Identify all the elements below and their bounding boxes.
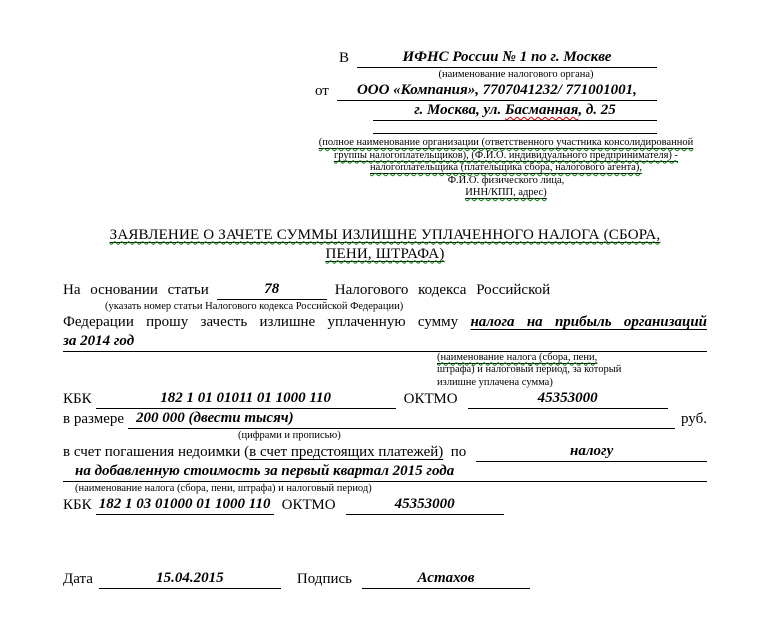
address-spellcheck-word: Басманная	[504, 102, 579, 118]
address-post: , д. 25	[578, 102, 616, 118]
signature-row	[63, 569, 707, 589]
signature-field[interactable]	[362, 569, 530, 589]
amount-label: в размере	[63, 411, 125, 427]
org-caption-line: (полное наименование организации (ответственного участника консолидированной	[318, 137, 694, 148]
offset-tax-line2-value[interactable]: на добавленную стоимость за первый квартал 2015 года	[75, 463, 455, 479]
offset-caption: (наименование налога (сбора, пени, штрафа) и налоговый период)	[75, 483, 372, 494]
kbk1-field[interactable]	[96, 389, 396, 409]
offset-text-pre: в счет погашения недоимки (	[63, 444, 250, 460]
kbk1-row	[63, 389, 707, 409]
tax-caption-block	[437, 352, 673, 390]
kbk2-label: КБК	[63, 497, 92, 513]
tax-caption-line: (наименование налога (сбора, пени,	[437, 351, 598, 363]
from-label: от	[315, 83, 329, 99]
kbk2-field[interactable]	[96, 495, 274, 515]
date-field[interactable]	[99, 569, 281, 589]
article-text-pre: На основании статьи	[63, 281, 209, 298]
applicant-address-value[interactable]	[414, 102, 616, 118]
org-caption-line: ИНН/КПП, адрес)	[465, 187, 547, 198]
form-header	[315, 48, 657, 134]
amount-field[interactable]	[128, 409, 675, 429]
document-title	[63, 226, 707, 264]
offset-connector: по	[443, 444, 467, 460]
article-text-post: Налогового кодекса Российской	[334, 281, 551, 298]
kbk2-row	[63, 495, 707, 515]
article-row	[63, 280, 707, 300]
org-caption-line: налогоплательщика (плательщика сбора, налогового агента),	[370, 162, 642, 173]
oktmo1-field[interactable]	[468, 389, 668, 409]
tax-authority-caption: (наименование налогового органа)	[438, 69, 594, 80]
to-label: В	[339, 50, 350, 66]
offset-row	[63, 442, 707, 462]
tax-authority-row	[315, 48, 657, 68]
signature-value[interactable]: Астахов	[417, 570, 475, 586]
overpaid-tax-name-field[interactable]: налога на прибыль организаций	[470, 313, 708, 330]
offset-option-underlined: в счет предстоящих платежей)	[249, 444, 444, 460]
address-pre: г. Москва, ул.	[414, 102, 505, 118]
kbk1-value[interactable]: 182 1 01 01011 01 1000 110	[160, 390, 332, 406]
org-caption-line: группы налогоплательщиков), (Ф.И.О. индивидуального предпринимателя) -	[333, 149, 679, 161]
document-title-line1: ЗАЯВЛЕНИЕ О ЗАЧЕТЕ СУММЫ ИЗЛИШНЕ УПЛАЧЕННОГО НАЛОГА (СБОРА,	[109, 226, 661, 243]
form-body	[63, 280, 707, 516]
oktmo2-label: ОКТМО	[281, 497, 336, 513]
tax-caption-line: излишне уплачена сумма)	[437, 376, 553, 388]
offset-tax-line2-field[interactable]	[63, 462, 707, 482]
article-caption: (указать номер статьи Налогового кодекса Российской Федерации)	[105, 300, 404, 312]
applicant-name-value[interactable]: ООО «Компания», 7707041232/ 771001001,	[356, 82, 637, 98]
request-text: Федерации прошу зачесть излишне уплаченную сумму	[63, 313, 471, 330]
applicant-name-field[interactable]	[337, 81, 657, 101]
signature-label: Подпись	[296, 571, 352, 587]
applicant-address-field[interactable]	[373, 101, 657, 121]
kbk1-label: КБК	[63, 391, 92, 407]
overpaid-tax-period-field[interactable]	[63, 332, 707, 352]
tax-authority-value[interactable]: ИФНС России № 1 по г. Москве	[402, 49, 612, 65]
date-value[interactable]: 15.04.2015	[156, 570, 224, 586]
amount-unit: руб.	[681, 411, 707, 427]
amount-caption: (цифрами и прописью)	[238, 430, 341, 441]
tax-authority-field[interactable]	[357, 48, 657, 68]
oktmo2-field[interactable]	[346, 495, 504, 515]
article-number-value[interactable]: 78	[264, 280, 280, 297]
org-caption-line: Ф.И.О. физического лица,	[447, 174, 565, 186]
amount-row	[63, 409, 707, 429]
offset-tax-field[interactable]	[476, 442, 707, 462]
document-title-line2: ПЕНИ, ШТРАФА)	[325, 245, 445, 262]
applicant-row	[315, 81, 657, 101]
overpaid-tax-period-value[interactable]: за 2014 год	[63, 332, 135, 349]
kbk2-value[interactable]: 182 1 03 01000 01 1000 110	[98, 496, 271, 512]
applicant-extra-field[interactable]	[373, 121, 657, 134]
offset-tax-value[interactable]: налогу	[570, 443, 614, 459]
amount-value[interactable]: 200 000 (двести тысяч)	[136, 410, 294, 426]
request-line	[63, 313, 707, 332]
article-number-field[interactable]	[217, 280, 327, 300]
applicant-caption-block	[300, 137, 712, 200]
oktmo2-value[interactable]: 45353000	[394, 496, 455, 512]
oktmo1-value[interactable]: 45353000	[537, 390, 598, 406]
oktmo1-label: ОКТМО	[403, 391, 458, 407]
tax-caption-line: штрафа) и налоговый период, за который	[437, 364, 622, 375]
date-label: Дата	[63, 571, 93, 587]
